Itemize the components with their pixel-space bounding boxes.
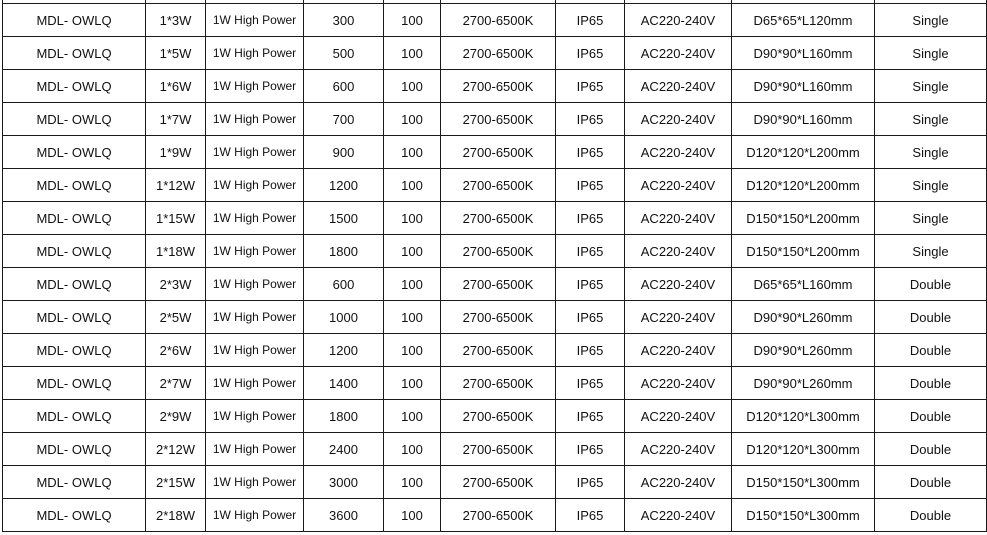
led-type-cell: 1W High Power	[206, 4, 304, 37]
spec-table	[2, 0, 987, 532]
lumen-cell: 3000	[304, 466, 384, 499]
model-cell: MDL- OWLQ	[3, 268, 146, 301]
cri-cell: 100	[384, 367, 441, 400]
model-cell: MDL- OWLQ	[3, 103, 146, 136]
model-cell: MDL- OWLQ	[3, 136, 146, 169]
head-type-cell: Double	[875, 301, 987, 334]
cct-cell: 2700-6500K	[441, 433, 556, 466]
model-cell: MDL- OWLQ	[3, 235, 146, 268]
ip-rating-cell: IP65	[556, 103, 625, 136]
dimension-cell: D150*150*L300mm	[732, 466, 875, 499]
led-type-cell: 1W High Power	[206, 70, 304, 103]
cct-cell: 2700-6500K	[441, 235, 556, 268]
led-type-cell: 1W High Power	[206, 235, 304, 268]
head-type-cell: Double	[875, 334, 987, 367]
led-config-cell: 1*15W	[146, 202, 206, 235]
head-type-cell: Double	[875, 499, 987, 532]
cct-cell: 2700-6500K	[441, 136, 556, 169]
dimension-cell: D90*90*L260mm	[732, 334, 875, 367]
head-type-cell: Double	[875, 433, 987, 466]
lumen-cell: 600	[304, 268, 384, 301]
voltage-cell: AC220-240V	[625, 103, 732, 136]
led-type-cell: 1W High Power	[206, 433, 304, 466]
ip-rating-cell: IP65	[556, 334, 625, 367]
table-row	[3, 4, 987, 37]
head-type-cell: Single	[875, 37, 987, 70]
lumen-cell: 1500	[304, 202, 384, 235]
dimension-cell: D120*120*L300mm	[732, 400, 875, 433]
led-config-cell: 2*12W	[146, 433, 206, 466]
head-type-cell: Single	[875, 103, 987, 136]
led-config-cell: 1*3W	[146, 4, 206, 37]
cri-cell: 100	[384, 235, 441, 268]
model-cell: MDL- OWLQ	[3, 334, 146, 367]
table-row	[3, 202, 987, 235]
led-config-cell: 2*3W	[146, 268, 206, 301]
lumen-cell: 300	[304, 4, 384, 37]
ip-rating-cell: IP65	[556, 301, 625, 334]
cri-cell: 100	[384, 37, 441, 70]
cct-cell: 2700-6500K	[441, 70, 556, 103]
voltage-cell: AC220-240V	[625, 202, 732, 235]
ip-rating-cell: IP65	[556, 499, 625, 532]
led-config-cell: 2*7W	[146, 367, 206, 400]
table-row	[3, 136, 987, 169]
dimension-cell: D90*90*L160mm	[732, 70, 875, 103]
led-config-cell: 1*7W	[146, 103, 206, 136]
voltage-cell: AC220-240V	[625, 499, 732, 532]
model-cell: MDL- OWLQ	[3, 202, 146, 235]
cct-cell: 2700-6500K	[441, 202, 556, 235]
voltage-cell: AC220-240V	[625, 37, 732, 70]
model-cell: MDL- OWLQ	[3, 499, 146, 532]
led-config-cell: 2*9W	[146, 400, 206, 433]
cct-cell: 2700-6500K	[441, 466, 556, 499]
cct-cell: 2700-6500K	[441, 400, 556, 433]
cct-cell: 2700-6500K	[441, 301, 556, 334]
cct-cell: 2700-6500K	[441, 103, 556, 136]
cri-cell: 100	[384, 202, 441, 235]
lumen-cell: 1800	[304, 400, 384, 433]
model-cell: MDL- OWLQ	[3, 433, 146, 466]
dimension-cell: D120*120*L200mm	[732, 136, 875, 169]
lumen-cell: 1200	[304, 334, 384, 367]
led-type-cell: 1W High Power	[206, 136, 304, 169]
spec-table-body	[3, 0, 987, 532]
cri-cell: 100	[384, 169, 441, 202]
table-row	[3, 499, 987, 532]
cri-cell: 100	[384, 268, 441, 301]
cri-cell: 100	[384, 136, 441, 169]
dimension-cell: D65*65*L160mm	[732, 268, 875, 301]
table-row	[3, 235, 987, 268]
model-cell: MDL- OWLQ	[3, 37, 146, 70]
ip-rating-cell: IP65	[556, 367, 625, 400]
dimension-cell: D90*90*L160mm	[732, 103, 875, 136]
lumen-cell: 1200	[304, 169, 384, 202]
dimension-cell: D90*90*L260mm	[732, 301, 875, 334]
voltage-cell: AC220-240V	[625, 301, 732, 334]
led-config-cell: 1*18W	[146, 235, 206, 268]
cri-cell: 100	[384, 433, 441, 466]
head-type-cell: Double	[875, 268, 987, 301]
voltage-cell: AC220-240V	[625, 235, 732, 268]
cct-cell: 2700-6500K	[441, 268, 556, 301]
table-row	[3, 400, 987, 433]
head-type-cell: Single	[875, 4, 987, 37]
table-row	[3, 268, 987, 301]
model-cell: MDL- OWLQ	[3, 301, 146, 334]
led-config-cell: 2*5W	[146, 301, 206, 334]
led-type-cell: 1W High Power	[206, 466, 304, 499]
table-row	[3, 466, 987, 499]
cct-cell: 2700-6500K	[441, 4, 556, 37]
ip-rating-cell: IP65	[556, 136, 625, 169]
dimension-cell: D150*150*L300mm	[732, 499, 875, 532]
led-type-cell: 1W High Power	[206, 37, 304, 70]
voltage-cell: AC220-240V	[625, 4, 732, 37]
head-type-cell: Single	[875, 235, 987, 268]
voltage-cell: AC220-240V	[625, 136, 732, 169]
ip-rating-cell: IP65	[556, 235, 625, 268]
cri-cell: 100	[384, 400, 441, 433]
head-type-cell: Double	[875, 400, 987, 433]
cri-cell: 100	[384, 499, 441, 532]
model-cell: MDL- OWLQ	[3, 400, 146, 433]
led-type-cell: 1W High Power	[206, 169, 304, 202]
led-type-cell: 1W High Power	[206, 301, 304, 334]
table-row	[3, 301, 987, 334]
table-row	[3, 334, 987, 367]
lumen-cell: 1800	[304, 235, 384, 268]
ip-rating-cell: IP65	[556, 169, 625, 202]
dimension-cell: D90*90*L160mm	[732, 37, 875, 70]
table-row	[3, 70, 987, 103]
head-type-cell: Double	[875, 367, 987, 400]
ip-rating-cell: IP65	[556, 433, 625, 466]
led-type-cell: 1W High Power	[206, 367, 304, 400]
head-type-cell: Single	[875, 202, 987, 235]
ip-rating-cell: IP65	[556, 70, 625, 103]
ip-rating-cell: IP65	[556, 400, 625, 433]
cri-cell: 100	[384, 334, 441, 367]
led-type-cell: 1W High Power	[206, 499, 304, 532]
led-config-cell: 2*18W	[146, 499, 206, 532]
cct-cell: 2700-6500K	[441, 499, 556, 532]
model-cell: MDL- OWLQ	[3, 4, 146, 37]
cct-cell: 2700-6500K	[441, 367, 556, 400]
lumen-cell: 900	[304, 136, 384, 169]
lumen-cell: 1400	[304, 367, 384, 400]
model-cell: MDL- OWLQ	[3, 70, 146, 103]
model-cell: MDL- OWLQ	[3, 466, 146, 499]
dimension-cell: D120*120*L200mm	[732, 169, 875, 202]
led-config-cell: 1*6W	[146, 70, 206, 103]
lumen-cell: 500	[304, 37, 384, 70]
head-type-cell: Single	[875, 70, 987, 103]
table-row	[3, 169, 987, 202]
lumen-cell: 3600	[304, 499, 384, 532]
table-row	[3, 367, 987, 400]
lumen-cell: 2400	[304, 433, 384, 466]
head-type-cell: Single	[875, 136, 987, 169]
table-row	[3, 37, 987, 70]
led-config-cell: 2*15W	[146, 466, 206, 499]
led-config-cell: 2*6W	[146, 334, 206, 367]
lumen-cell: 600	[304, 70, 384, 103]
head-type-cell: Single	[875, 169, 987, 202]
voltage-cell: AC220-240V	[625, 268, 732, 301]
led-type-cell: 1W High Power	[206, 103, 304, 136]
dimension-cell: D65*65*L120mm	[732, 4, 875, 37]
cri-cell: 100	[384, 301, 441, 334]
led-type-cell: 1W High Power	[206, 268, 304, 301]
cct-cell: 2700-6500K	[441, 169, 556, 202]
table-row	[3, 103, 987, 136]
voltage-cell: AC220-240V	[625, 466, 732, 499]
dimension-cell: D120*120*L300mm	[732, 433, 875, 466]
led-type-cell: 1W High Power	[206, 334, 304, 367]
led-type-cell: 1W High Power	[206, 202, 304, 235]
lumen-cell: 700	[304, 103, 384, 136]
led-config-cell: 1*5W	[146, 37, 206, 70]
voltage-cell: AC220-240V	[625, 334, 732, 367]
model-cell: MDL- OWLQ	[3, 367, 146, 400]
head-type-cell: Double	[875, 466, 987, 499]
voltage-cell: AC220-240V	[625, 70, 732, 103]
voltage-cell: AC220-240V	[625, 169, 732, 202]
voltage-cell: AC220-240V	[625, 367, 732, 400]
cct-cell: 2700-6500K	[441, 37, 556, 70]
voltage-cell: AC220-240V	[625, 433, 732, 466]
led-type-cell: 1W High Power	[206, 400, 304, 433]
cri-cell: 100	[384, 466, 441, 499]
cri-cell: 100	[384, 103, 441, 136]
dimension-cell: D90*90*L260mm	[732, 367, 875, 400]
voltage-cell: AC220-240V	[625, 400, 732, 433]
ip-rating-cell: IP65	[556, 37, 625, 70]
ip-rating-cell: IP65	[556, 466, 625, 499]
cri-cell: 100	[384, 70, 441, 103]
ip-rating-cell: IP65	[556, 202, 625, 235]
led-config-cell: 1*12W	[146, 169, 206, 202]
led-config-cell: 1*9W	[146, 136, 206, 169]
ip-rating-cell: IP65	[556, 4, 625, 37]
model-cell: MDL- OWLQ	[3, 169, 146, 202]
cri-cell: 100	[384, 4, 441, 37]
dimension-cell: D150*150*L200mm	[732, 202, 875, 235]
table-row	[3, 433, 987, 466]
ip-rating-cell: IP65	[556, 268, 625, 301]
dimension-cell: D150*150*L200mm	[732, 235, 875, 268]
cct-cell: 2700-6500K	[441, 334, 556, 367]
lumen-cell: 1000	[304, 301, 384, 334]
